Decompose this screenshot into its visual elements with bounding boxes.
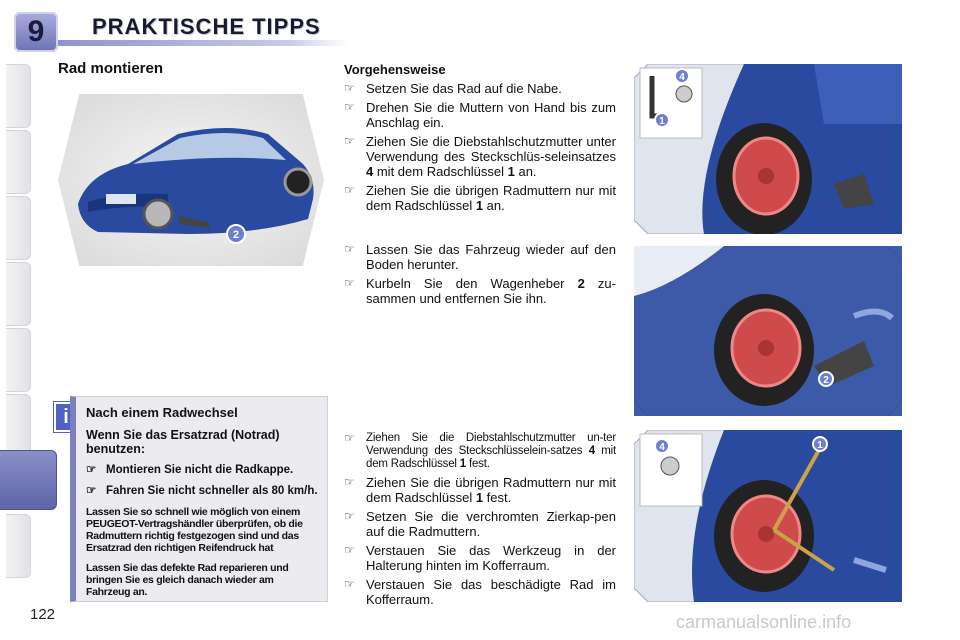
chapter-tab-active[interactable] — [0, 450, 57, 510]
picture-label-2: 2 — [823, 375, 829, 386]
procedure-step: ☞ Ziehen Sie die übrigen Radmuttern nur mit dem Radschlüssel 1 fest. — [344, 475, 616, 505]
page-number: 122 — [30, 606, 56, 623]
chapter-tab[interactable] — [6, 130, 31, 194]
procedure-step: ☞ Lassen Sie das Fahrzeug wieder auf den Boden herunter. — [344, 242, 616, 272]
procedure-step: ☞ Verstauen Sie das Werkzeug in der Halterung hinten im Kofferraum. — [344, 543, 616, 573]
picture-label-1: 1 — [659, 116, 665, 127]
hand-pointer-icon: ☞ — [86, 485, 97, 497]
procedure-title: Vorgehensweise — [344, 62, 446, 77]
chapter-tabs — [0, 58, 34, 578]
procedure-column-middle — [344, 238, 616, 306]
hand-pointer-icon: ☞ — [344, 543, 355, 557]
info-paragraph: Lassen Sie so schnell wie möglich von einem PEUGEOT-Vertragshändler überprüfen, ob die Radmuttern richtig festgezogen sind und das Ersatzrad den richtigen Reifendruck hat — [86, 506, 303, 554]
info-bullet: ☞ Fahren Sie nicht schneller als 80 km/h. — [86, 485, 318, 497]
procedure-column-bottom — [344, 428, 616, 607]
header-rule — [58, 40, 348, 46]
hand-pointer-icon: ☞ — [344, 577, 355, 591]
watermark: carmanualsonline.info — [676, 612, 852, 632]
info-title: Nach einem Radwechsel — [86, 405, 238, 420]
info-bullet: ☞ Montieren Sie nicht die Radkappe. — [86, 464, 294, 476]
chapter-tab[interactable] — [6, 64, 31, 128]
car-illustration — [58, 94, 324, 266]
lowering-vehicle-illustration — [634, 246, 902, 416]
procedure-step: ☞ Ziehen Sie die Diebstahlschutzmutter un-ter Verwendung des Steckschlüsselein-satzes 4 mit dem Radschlüssel 1 fest. — [344, 431, 616, 470]
chapter-tab[interactable] — [6, 196, 31, 260]
chapter-title: PRAKTISCHE TIPPS — [92, 14, 321, 39]
picture-label-4: 4 — [679, 72, 685, 83]
hand-pointer-icon: ☞ — [344, 475, 355, 489]
picture-label-4: 4 — [659, 442, 665, 453]
chapter-tab[interactable] — [6, 514, 31, 578]
info-box — [70, 396, 328, 602]
procedure-step: ☞ Verstauen Sie das beschädigte Rad im Kofferraum. — [344, 577, 616, 607]
chapter-number-badge: 9 — [14, 12, 58, 52]
procedure-step: ☞ Setzen Sie das Rad auf die Nabe. — [344, 81, 562, 96]
car-label-2: 2 — [232, 229, 240, 241]
hand-pointer-icon: ☞ — [344, 81, 355, 95]
wheel-mounting-illustration — [634, 64, 902, 234]
tightening-nuts-illustration — [634, 430, 902, 602]
procedure-step: ☞ Kurbeln Sie den Wagenheber 2 zu-sammen und entfernen Sie ihn. — [344, 276, 616, 306]
hand-pointer-icon: ☞ — [344, 276, 355, 290]
chapter-tab[interactable] — [6, 394, 31, 458]
chapter-tab[interactable] — [6, 262, 31, 326]
procedure-step: ☞ Ziehen Sie die Diebstahlschutzmutter unter Verwendung des Steckschlüs-seleinsatzes 4 mit dem Radschlüssel 1 an. — [344, 134, 616, 179]
hand-pointer-icon: ☞ — [344, 183, 355, 197]
procedure-step: ☞ Drehen Sie die Muttern von Hand bis zum Anschlag ein. — [344, 100, 616, 130]
hand-pointer-icon: ☞ — [344, 100, 355, 114]
procedure-step: ☞ Setzen Sie die verchromten Zierkap-pen auf die Radmuttern. — [344, 509, 616, 539]
procedure-column-top — [344, 62, 616, 213]
hand-pointer-icon: ☞ — [344, 509, 355, 523]
hand-pointer-icon: ☞ — [86, 464, 97, 476]
hand-pointer-icon: ☞ — [344, 431, 355, 445]
section-title: Rad montieren — [58, 60, 164, 77]
info-subtitle: Wenn Sie das Ersatzrad (Notrad) benutzen: — [86, 428, 280, 456]
info-paragraph: Lassen Sie das defekte Rad reparieren und bringen Sie es gleich danach wieder am Fahrzeug an. — [86, 562, 289, 598]
hand-pointer-icon: ☞ — [344, 134, 355, 148]
hand-pointer-icon: ☞ — [344, 242, 355, 256]
chapter-tab[interactable] — [6, 328, 31, 392]
procedure-step: ☞ Ziehen Sie die übrigen Radmuttern nur mit dem Radschlüssel 1 an. — [344, 183, 616, 213]
info-icon: i — [54, 402, 78, 432]
picture-label-1: 1 — [817, 440, 823, 451]
